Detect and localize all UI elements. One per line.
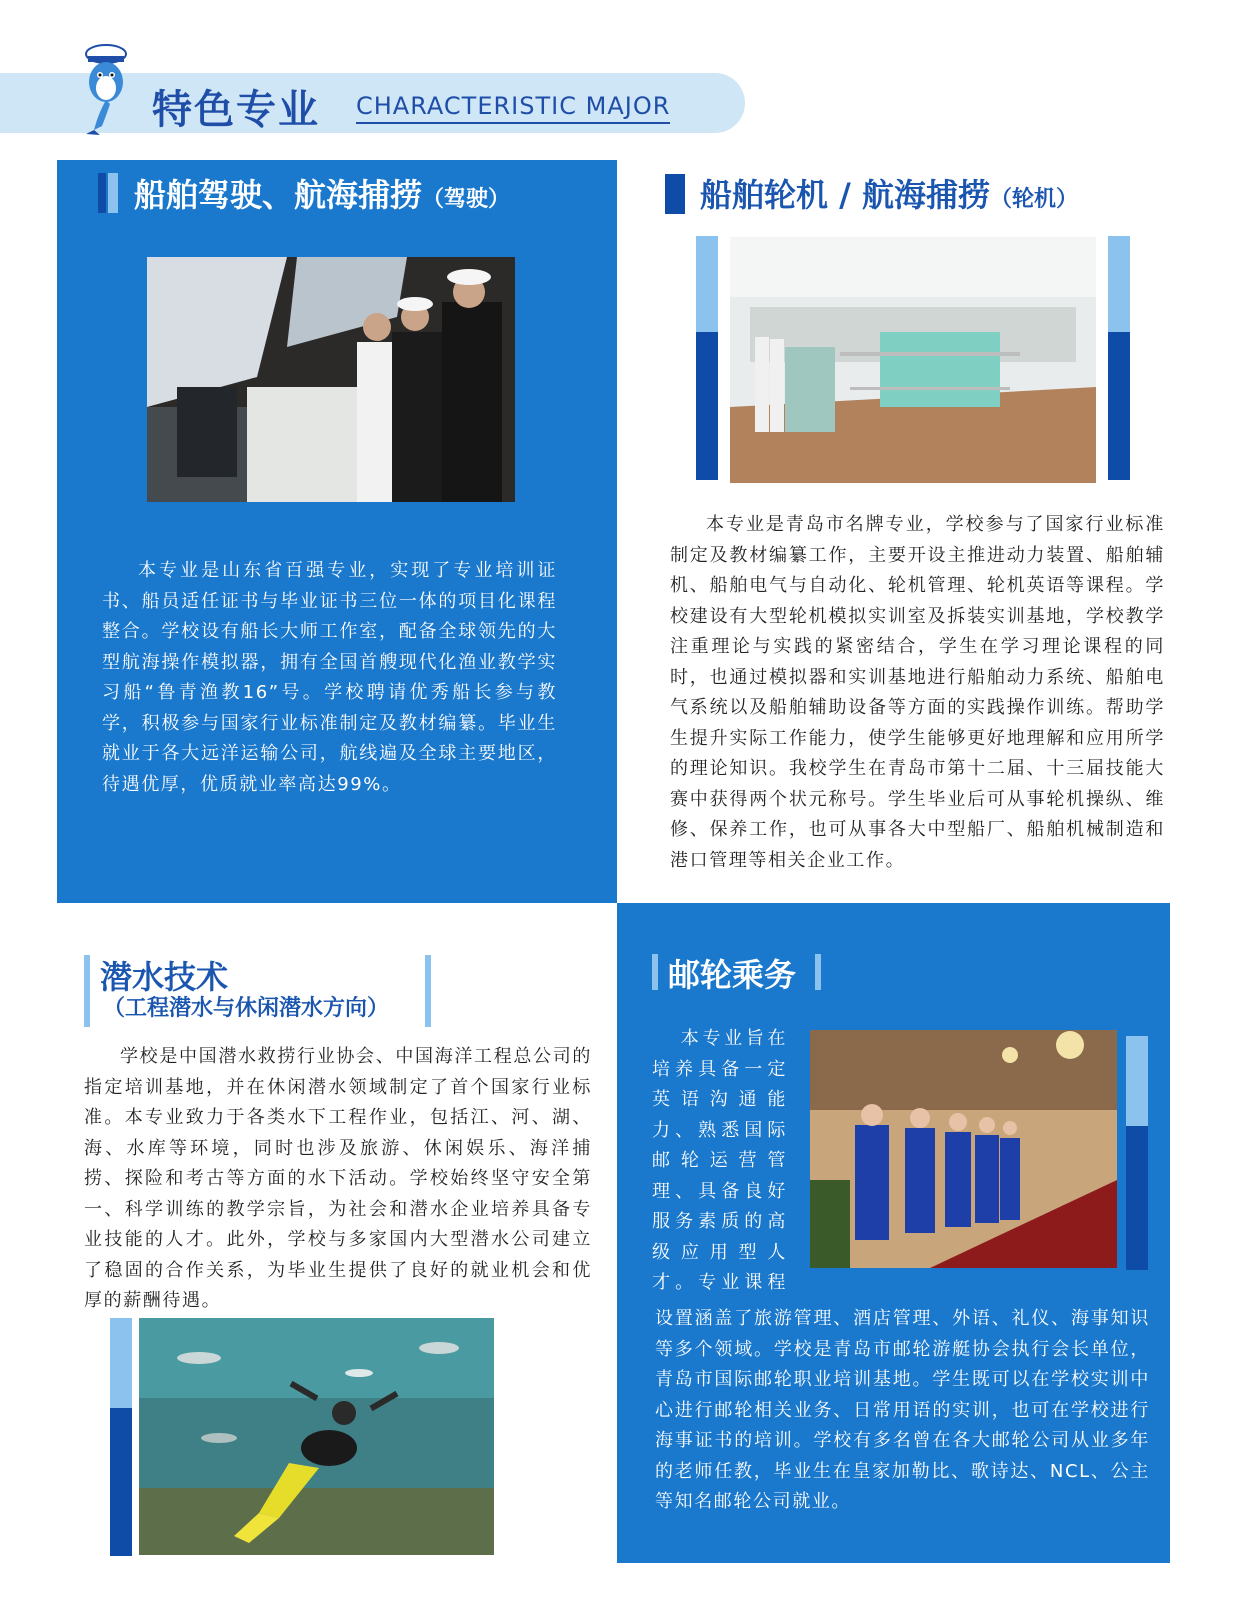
section-title-diving: 潜水技术	[100, 958, 229, 996]
text-line: 培养具备一定	[652, 1058, 787, 1080]
text-line: 级应用型人	[652, 1241, 787, 1263]
text-line: 英语沟通能	[652, 1089, 787, 1110]
section-title-cruise: 邮轮乘务	[668, 956, 797, 994]
photo-frame-bar	[1108, 236, 1130, 332]
text-line: 服务素质的高	[652, 1211, 787, 1232]
text-line: 才。专业课程	[652, 1272, 787, 1293]
diver-photo	[139, 1318, 494, 1555]
section-body-navigation: 本专业是山东省百强专业，实现了专业培训证书、船员适任证书与毕业证书三位一体的项目化课程整合。学校设有船长大师工作室，配备全球领先的大型航海操作模拟器，拥有全国首艘现代化渔业教学实习船“鲁青渔教16”号。学校聘请优秀船长参与教学，积极参与国家行业标准制定及教材编纂。毕业生就业于各大远洋运输公司，航线遍及全球主要地区，待遇优厚，优质就业率高达99%。	[102, 560, 557, 795]
photo-frame-bar	[1108, 332, 1130, 480]
engine-lab-photo	[730, 237, 1096, 483]
section-body-cruise: 设置涵盖了旅游管理、酒店管理、外语、礼仪、海事知识等多个领域。学校是青岛市邮轮游艇协会执行会长单位，青岛市国际邮轮职业培训基地。学生既可以在学校实训中心进行邮轮相关业务、日常用语的实训，也可在学校进行海事证书的培训。学校有多名曾在各大邮轮公司从业多年的老师任教，毕业生在皇家加勒比、歌诗达、NCL、公主等知名邮轮公司就业。	[655, 1308, 1150, 1512]
section-title-engineering: 船舶轮机 / 航海捕捞（轮机）	[700, 176, 1078, 214]
photo-frame-bar	[696, 332, 718, 480]
photo-frame-bar	[110, 1318, 132, 1408]
page-title-english: CHARACTERISTIC MAJOR	[356, 92, 670, 124]
dolphin-mascot-icon	[80, 42, 132, 137]
section-title-navigation: 船舶驾驶、航海捕捞（驾驶）	[134, 176, 511, 214]
text-line: 邮轮运营管	[652, 1150, 787, 1171]
section-subtitle-diving: （工程潜水与休闲潜水方向）	[103, 996, 390, 1021]
photo-frame-bar	[1126, 1126, 1148, 1270]
section-marker	[815, 954, 821, 990]
section-body-cruise-left	[652, 1024, 787, 1299]
section-marker	[98, 173, 106, 213]
section-marker	[665, 174, 685, 214]
text-line: 理、具备良好	[652, 1180, 787, 1202]
text-line: 力、熟悉国际	[652, 1119, 787, 1141]
photo-frame-bar	[696, 236, 718, 332]
text-line: 本专业旨在	[680, 1028, 787, 1049]
photo-frame-bar	[110, 1408, 132, 1556]
cruise-staff-photo	[810, 1030, 1117, 1268]
page-title: 特色专业	[152, 87, 320, 133]
section-marker	[425, 955, 431, 1027]
section-marker	[108, 173, 118, 213]
section-marker	[84, 955, 90, 1027]
photo-frame-bar	[1126, 1036, 1148, 1126]
bridge-photo	[147, 257, 515, 502]
section-body-diving: 学校是中国潜水救捞行业协会、中国海洋工程总公司的指定培训基地，并在休闲潜水领域制定了首个国家行业标准。本专业致力于各类水下工程作业，包括江、河、湖、海、水库等环境，同时也涉及旅游、休闲娱乐、海洋捕捞、探险和考古等方面的水下活动。学校始终坚守安全第一、科学训练的教学宗旨，为社会和潜水企业培养具备专业技能的人才。此外，学校与多家国内大型潜水公司建立了稳固的合作关系，为毕业生提供了良好的就业机会和优厚的薪酬待遇。	[84, 1046, 592, 1311]
section-body-engineering: 本专业是青岛市名牌专业，学校参与了国家行业标准制定及教材编纂工作，主要开设主推进动力装置、船舶辅机、船舶电气与自动化、轮机管理、轮机英语等课程。学校建设有大型轮机模拟实训室及拆装实训基地，学校教学注重理论与实践的紧密结合，学生在学习理论课程的同时，也通过模拟器和实训基地进行船舶动力系统、船舶电气系统以及船舶辅助设备等方面的实践操作训练。帮助学生提升实际工作能力，使学生能够更好地理解和应用所学的理论知识。我校学生在青岛市第十二届、十三届技能大赛中获得两个状元称号。学生毕业后可从事轮机操纵、维修、保养工作，也可从事各大中型船厂、船舶机械制造和港口管理等相关企业工作。	[670, 514, 1165, 871]
section-marker	[652, 954, 658, 990]
